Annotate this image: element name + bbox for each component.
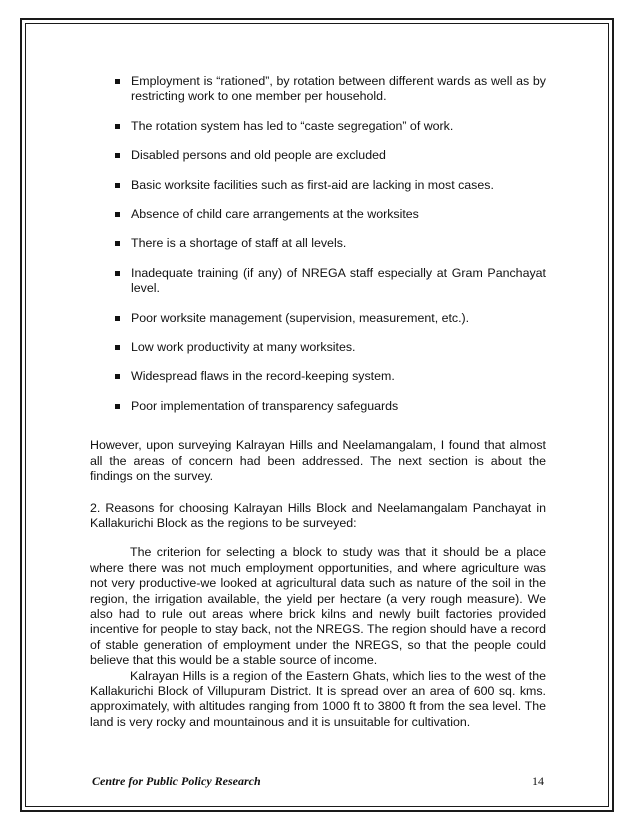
criterion-paragraph: The criterion for selecting a block to study was that it should be a place where there was not much employment opportunities, and where agriculture was not very productive-we looked at agricultural data such as nature of the soil in the region, the irrigation available, the yield per hectare (a very rough measure). We also had to rule out areas where brick kilns and newly built factories provided incentive for people to stay back, not the NREGS. The region should have a record of stable generation of employment under the NREGS, so that the people could believe that this would be a stable source of income. [90, 545, 546, 668]
bullet-item: Poor implementation of transparency safeguards [90, 399, 546, 414]
bullet-item: Employment is “rationed”, by rotation between different wards as well as by restricting work to one member per household. [90, 74, 546, 105]
bullet-item: Low work productivity at many worksites. [90, 340, 546, 355]
footer-title: Centre for Public Policy Research [92, 774, 261, 788]
concerns-bullet-list [90, 74, 546, 414]
page-content [90, 74, 546, 730]
bullet-item: Absence of child care arrangements at the worksites [90, 207, 546, 222]
page-number: 14 [532, 774, 544, 788]
bullet-item: The rotation system has led to “caste segregation” of work. [90, 119, 546, 134]
however-paragraph: However, upon surveying Kalrayan Hills and Neelamangalam, I found that almost all the areas of concern had been addressed. The next section is about the findings on the survey. [90, 438, 546, 484]
bullet-item: Basic worksite facilities such as first-aid are lacking in most cases. [90, 178, 546, 193]
bullet-item: There is a shortage of staff at all levels. [90, 236, 546, 251]
kalrayan-paragraph: Kalrayan Hills is a region of the Eastern Ghats, which lies to the west of the Kallakurichi Block of Villupuram District. It is spread over an area of 600 sq. kms. approximately, with altitudes ranging from 1000 ft to 3800 ft from the sea level. The land is very rocky and mountainous and it is unsuitable for cultivation. [90, 668, 546, 729]
bullet-item: Widespread flaws in the record-keeping system. [90, 369, 546, 384]
bullet-item: Poor worksite management (supervision, measurement, etc.). [90, 311, 546, 326]
bullet-item: Disabled persons and old people are excluded [90, 148, 546, 163]
bullet-item: Inadequate training (if any) of NREGA staff especially at Gram Panchayat level. [90, 266, 546, 297]
section-heading: 2. Reasons for choosing Kalrayan Hills Block and Neelamangalam Panchayat in Kallakurichi Block as the regions to be surveyed: [90, 500, 546, 530]
page-footer [92, 774, 544, 790]
